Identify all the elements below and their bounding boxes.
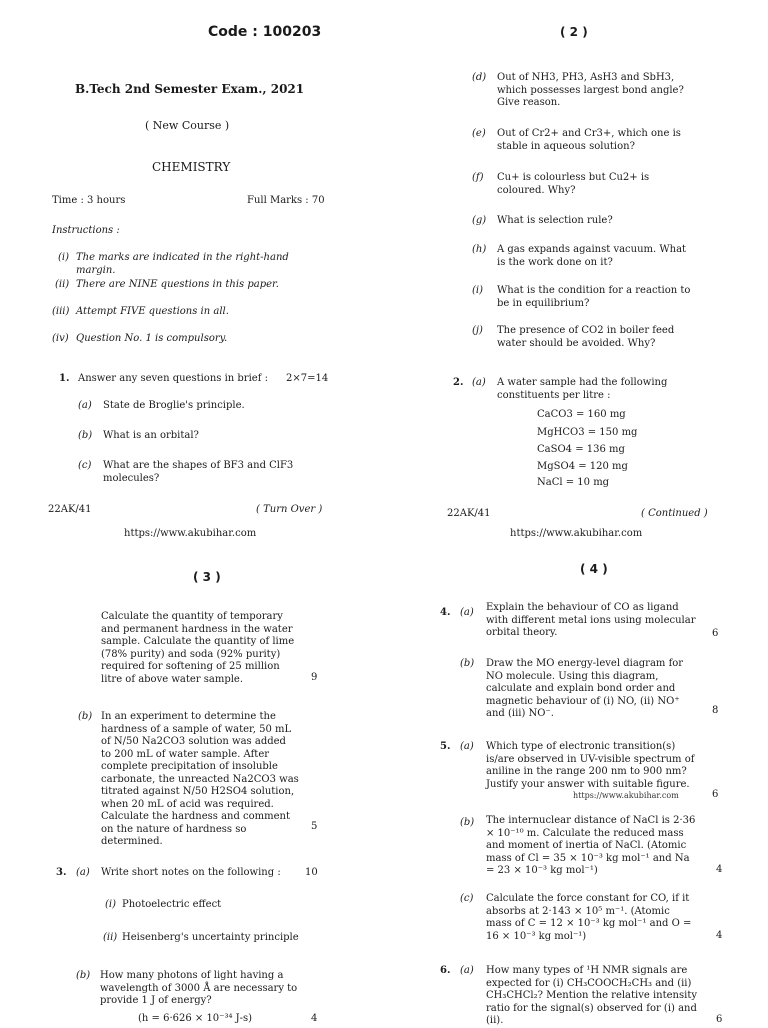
- sub-question-text: How many photons of light having a wavelength of 3000 Å are necessary to provide 1 J of energy?: [100, 970, 298, 1006]
- question-marks: 4: [716, 930, 723, 941]
- constituent: CaSO4 = 136 mg: [537, 444, 625, 455]
- sub-question-text: What is an orbital?: [103, 430, 199, 441]
- sub-question-num: (g): [472, 215, 487, 226]
- instruction-text: Question No. 1 is compulsory.: [76, 333, 228, 344]
- page-number: ( 4 ): [580, 562, 608, 576]
- question-marks: 4: [716, 864, 723, 875]
- question-marks: 2×7=14: [286, 373, 329, 384]
- page-number: ( 3 ): [193, 570, 221, 584]
- instruction-text: There are NINE questions in this paper.: [76, 279, 279, 290]
- question-marks: 8: [712, 705, 719, 716]
- instruction-num: (iv): [52, 333, 69, 344]
- question-text: Write short notes on the following :: [101, 867, 281, 878]
- constituent: MgHCO3 = 150 mg: [537, 427, 638, 438]
- sub-question-num: (e): [472, 128, 486, 139]
- watermark-url[interactable]: https://www.akubihar.com: [573, 791, 679, 800]
- sub-question-num: (i): [472, 285, 484, 296]
- sub-question-text: Out of Cr2+ and Cr3+, which one is stable in aqueous solution?: [497, 128, 681, 152]
- sub-question-num: (h): [472, 244, 487, 255]
- question-marks: 10: [305, 867, 318, 878]
- sub-question-num: (b): [78, 711, 93, 722]
- sub-question-text: In an experiment to determine the hardness of a sample of water, 50 mL of N/50 Na2CO3 solution was added to 200 mL of water sample. After complete precipitation of insoluble carbonate, the unreacted Na2CO3 was titrated against N/50 H2SO4 solution, when 20 mL of acid was required. Calculate the hardness and comment on the nature of hardness so determined.: [101, 711, 299, 847]
- question-number: 6.: [440, 965, 451, 976]
- exam-code: Code : 100203: [208, 24, 322, 40]
- question-text: Calculate the quantity of temporary and permanent hardness in the water sample. Calculate the quantity of lime (78% purity) and soda (92% purity) required for softening of 25 million litre of above water sample.: [101, 611, 295, 685]
- question-number: 1.: [59, 373, 70, 384]
- sub-question-text: Photoelectric effect: [122, 899, 222, 910]
- sub-question-text: Cu+ is colourless but Cu2+ is coloured. Why?: [497, 172, 650, 196]
- sub-question-text: Out of NH3, PH3, AsH3 and SbH3, which possesses largest bond angle? Give reason.: [497, 72, 684, 108]
- sub-question-num: (b): [76, 970, 91, 981]
- instruction-text: Attempt FIVE questions in all.: [76, 306, 229, 317]
- instruction-num: (ii): [55, 279, 70, 290]
- subject-title: CHEMISTRY: [152, 160, 231, 174]
- sub-question-text: Explain the behaviour of CO as ligand with different metal ions using molecular orbital theory.: [486, 602, 696, 638]
- constituent: NaCl = 10 mg: [537, 477, 610, 488]
- sub-question-text: What is the condition for a reaction to be in equilibrium?: [497, 285, 691, 309]
- question-number: 3.: [56, 867, 67, 878]
- full-marks-label: Full Marks : 70: [247, 195, 325, 206]
- sub-question-num: (c): [78, 460, 92, 471]
- sub-question-num: (b): [460, 658, 475, 669]
- instructions-label: Instructions :: [52, 225, 120, 236]
- question-number: 2.: [453, 377, 464, 388]
- source-url[interactable]: https://www.akubihar.com: [510, 528, 643, 539]
- course-label: ( New Course ): [145, 119, 230, 132]
- instruction-num: (iii): [52, 306, 70, 317]
- question-text: Answer any seven questions in brief :: [78, 373, 268, 384]
- sub-question-text: State de Broglie's principle.: [103, 400, 245, 411]
- sub-question-num: (f): [472, 172, 484, 183]
- question-marks: 5: [311, 821, 318, 832]
- footer-code: 22AK/41: [48, 504, 92, 515]
- instruction-num: (i): [58, 252, 70, 263]
- footer-note: ( Turn Over ): [256, 504, 323, 515]
- sub-question-num: (a): [460, 965, 474, 976]
- sub-question-text: Calculate the force constant for CO, if it absorbs at 2·143 × 10⁵ m⁻¹. (Atomic mass of C = 12 × 10⁻³ kg mol⁻¹ and O = 16 × 10⁻³ kg mol⁻¹): [486, 893, 692, 942]
- sub-question-text: Heisenberg's uncertainty principle: [122, 932, 299, 943]
- sub-question-num: (d): [472, 72, 487, 83]
- given-constant: (h = 6·626 × 10⁻³⁴ J-s): [138, 1013, 253, 1024]
- question-marks: 6: [716, 1014, 723, 1025]
- sub-question-num: (a): [460, 741, 474, 752]
- sub-question-num: (c): [460, 893, 474, 904]
- source-url[interactable]: https://www.akubihar.com: [124, 528, 257, 539]
- question-number: 5.: [440, 741, 451, 752]
- question-text: A water sample had the following constituents per litre :: [497, 377, 668, 401]
- sub-question-num: (b): [460, 817, 475, 828]
- sub-question-num: (ii): [103, 932, 118, 943]
- sub-question-text: The presence of CO2 in boiler feed water should be avoided. Why?: [497, 325, 675, 349]
- question-marks: 6: [712, 789, 719, 800]
- sub-question-text: How many types of ¹H NMR signals are expected for (i) CH₃COOCH₂CH₃ and (ii) CH₃CHCl₂? Mention the relative intensity ratio for the signal(s) observed for (i) and (ii).: [486, 965, 697, 1026]
- question-marks: 4: [311, 1013, 318, 1024]
- sub-question-text: Draw the MO energy-level diagram for NO molecule. Using this diagram, calculate and explain bond order and magnetic behaviour of (i) NO, (ii) NO⁺ and (iii) NO⁻.: [486, 658, 684, 719]
- question-number: 4.: [440, 607, 451, 618]
- sub-question-text: A gas expands against vacuum. What is the work done on it?: [497, 244, 687, 268]
- sub-question-num: (a): [460, 607, 474, 618]
- sub-question-text: Which type of electronic transition(s) is/are observed in UV-visible spectrum of aniline in the range 200 nm to 900 nm? Justify your answer with suitable figure.: [486, 741, 695, 790]
- sub-question-num: (a): [472, 377, 486, 388]
- exam-title: B.Tech 2nd Semester Exam., 2021: [75, 82, 305, 96]
- instruction-text: The marks are indicated in the right-hand margin.: [76, 252, 289, 276]
- sub-question-num: (b): [78, 430, 93, 441]
- question-marks: 6: [712, 628, 719, 639]
- sub-question-text: What are the shapes of BF3 and ClF3 molecules?: [103, 460, 294, 484]
- sub-question-num: (j): [472, 325, 483, 336]
- sub-question-num: (i): [105, 899, 117, 910]
- footer-code: 22AK/41: [447, 508, 491, 519]
- constituent: CaCO3 = 160 mg: [537, 409, 626, 420]
- sub-question-text: The internuclear distance of NaCl is 2·36 × 10⁻¹⁰ m. Calculate the reduced mass and moment of inertia of NaCl. (Atomic mass of Cl = 35 × 10⁻³ kg mol⁻¹ and Na = 23 × 10⁻³ kg mol⁻¹): [486, 815, 696, 876]
- sub-question-text: What is selection rule?: [497, 215, 613, 226]
- sub-question-num: (a): [78, 400, 92, 411]
- footer-note: ( Continued ): [641, 508, 708, 519]
- sub-question-num: (a): [76, 867, 90, 878]
- time-label: Time : 3 hours: [52, 195, 126, 206]
- page-number: ( 2 ): [560, 25, 588, 39]
- question-marks: 9: [311, 672, 318, 683]
- constituent: MgSO4 = 120 mg: [537, 461, 628, 472]
